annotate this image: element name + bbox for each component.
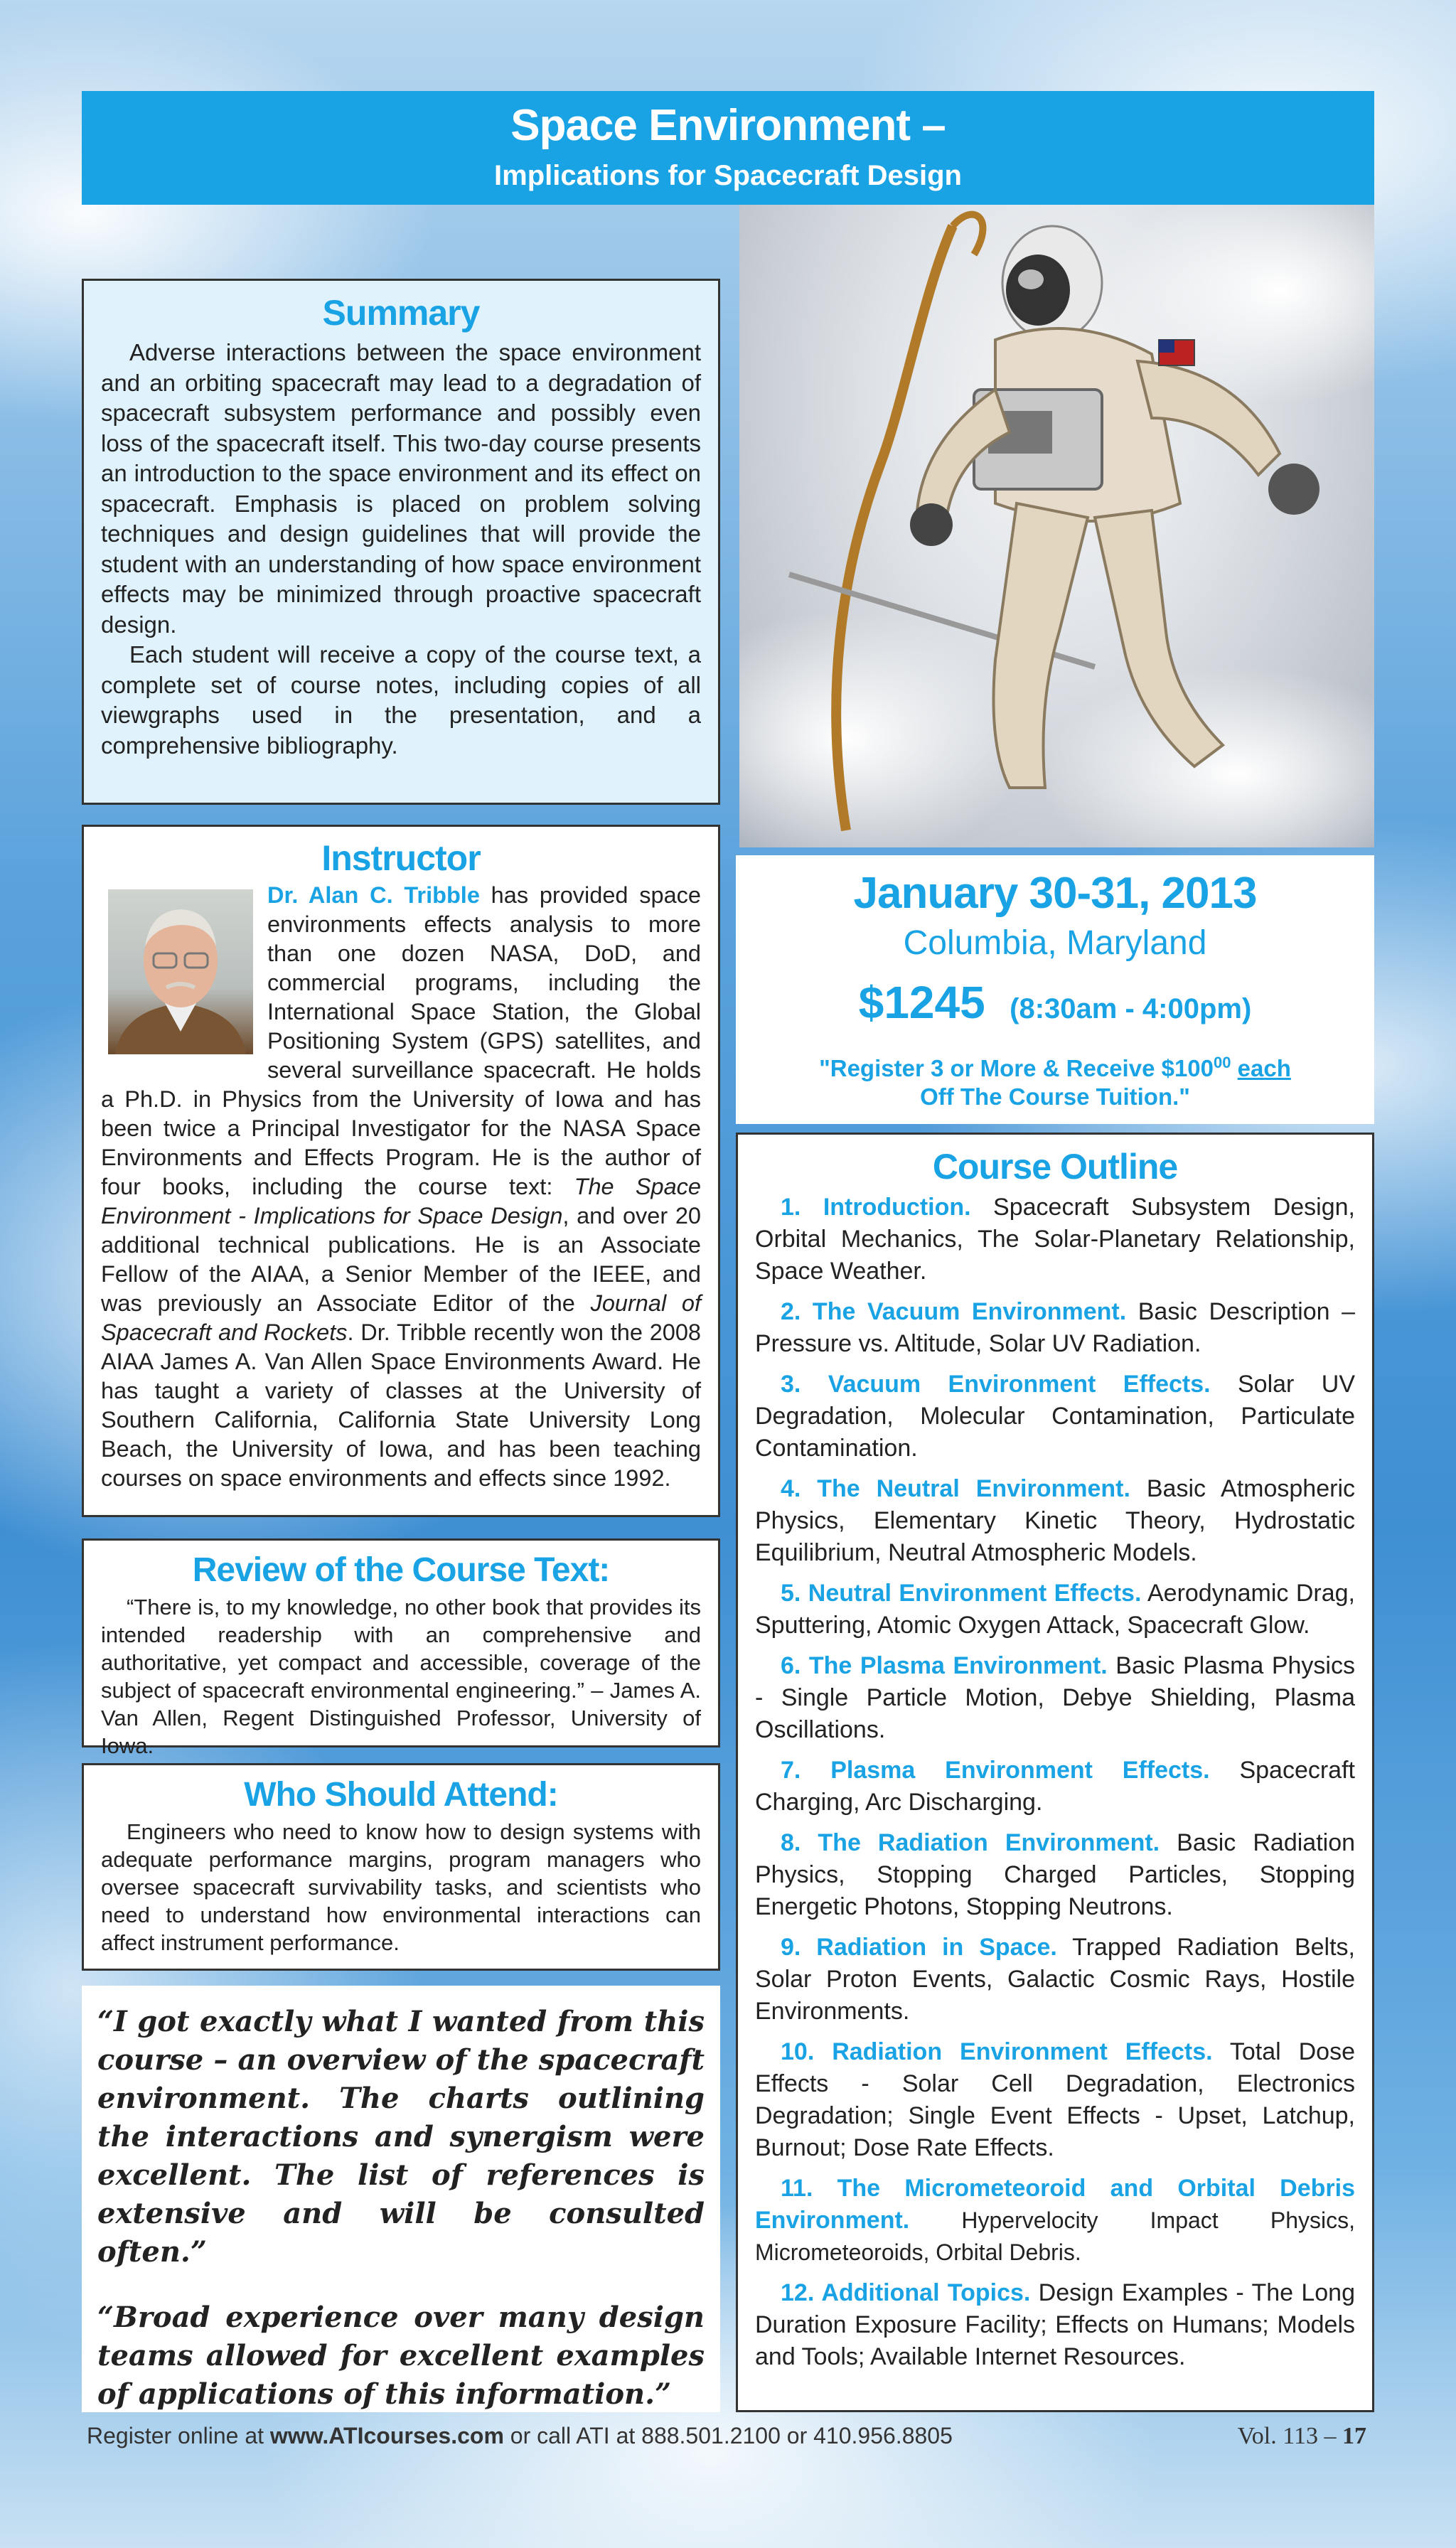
outline-item [755,1827,1355,1923]
astronaut-photo [739,205,1374,847]
volume-page [1238,2423,1366,2450]
outline-item-text: Trapped Radiation Belts, Solar Proton Events, Galactic Cosmic Rays, Hostile Environments. [755,1934,1355,2025]
summary-paragraph-1: Adverse interactions between the space environment and an orbiting spacecraft may lead to a degradation of spacecraft subsystem performance and possibly even loss of the spacecraft itself. This two-day course presents an introduction to the space environment and its effect on spacecraft. Emphasis is placed on problem solving techniques and design guidelines that will provide the student with an understanding of how space environment effects may be minimized through proactive spacecraft design. [101,339,701,638]
testimonials [82,1986,720,2412]
outline-item-title: 4. The Neutral Environment. [781,1475,1130,1502]
audience-heading: Who Should Attend: [244,1776,558,1814]
outline-item-text: Total Dose Effects - Solar Cell Degradation, Electronics Degradation; Single Event Effects - Upset, Latchup, Burnout; Dose Rate Effects. [755,2038,1355,2161]
title-banner [82,91,1374,205]
testimonial-quote: “I got exactly what I wanted from this course – an overview of the spacecraft environment. The charts outlining the interactions and synergism were excellent. The list of references is extensive and will be consulted often.” [97,2005,705,2269]
outline-item [755,1369,1355,1465]
promo-each: each [1237,1055,1291,1081]
testimonial-quote: “Broad experience over many design teams allowed for excellent examples of applications of this information.” [97,2301,705,2411]
outline-item-title: 7. Plasma Environment Effects. [781,1757,1210,1784]
outline-item [755,1755,1355,1819]
review-text: “There is, to my knowledge, no other book that provides its intended readership with an comprehensive and authoritative, yet compact and accessible, coverage of the subject of spacecraft environmental engineering.” – James A. Van Allen, Regent Distinguished Professor, University of Iowa. [101,1595,701,1758]
outline-item [755,2036,1355,2164]
outline-item-text: Hypervelocity Impact Physics, Micrometeoroids, Orbital Debris. [755,2207,1355,2265]
footer-phone-text: or call ATI at 888.501.2100 or 410.956.8805 [503,2423,953,2448]
course-text-title: The Space Environment - Implications for Space Design [101,1174,701,1228]
outline-item-text: Design Examples - The Long Duration Exposure Facility; Effects on Humans; Models and Tools; Available Internet Resources. [755,2279,1355,2370]
audience-text: Engineers who need to know how to design systems with adequate performance margins, program managers who oversee spacecraft survivability tasks, and scientists who need to understand how environmental interactions can affect instrument performance. [101,1819,701,1955]
footer-register-text: Register online at [87,2423,270,2448]
instructor-section [82,825,720,1517]
event-dates: January 30-31, 2013 [853,869,1257,918]
instructor-heading: Instructor [321,838,481,878]
outline-item-title: 5. Neutral Environment Effects. [781,1580,1142,1607]
event-location: Columbia, Maryland [903,924,1207,962]
outline-item [755,2277,1355,2373]
outline-item-title: 2. The Vacuum Environment. [781,1298,1127,1325]
volume-label: Vol. 113 – [1237,2423,1342,2449]
astronaut-illustration [739,205,1374,847]
outline-item [755,1578,1355,1642]
promo-text-b: Off The Course Tuition." [920,1083,1190,1110]
promo-cents: 00 [1214,1054,1231,1071]
journal-title: Journal of Spacecraft and Rockets [101,1290,701,1345]
summary-section [82,279,720,805]
outline-item-text: Basic Radiation Physics, Stopping Charged Particles, Stopping Energetic Photons, Stopping Neutrons. [755,1829,1356,1920]
outline-item-title: 8. The Radiation Environment. [781,1829,1160,1856]
event-details [736,855,1374,1124]
course-outline [736,1133,1374,2412]
outline-item-text: Solar UV Degradation, Molecular Contamination, Particulate Contamination. [755,1371,1356,1462]
course-hours: (8:30am - 4:00pm) [1010,993,1252,1024]
bio-text-b: , and over 20 additional technical publications. He is an Associate Fellow of the AIAA, a Senior Member of the IEEE, and was previously an Associate Editor of the [101,1203,702,1316]
summary-paragraph-2: Each student will receive a copy of the course text, a complete set of course notes, including copies of all viewgraphs used in the presentation, and a comprehensive bibliography. [101,641,701,759]
website-link[interactable]: www.ATIcourses.com [269,2423,504,2448]
outline-item [755,1932,1355,2028]
outline-item-title: 10. Radiation Environment Effects. [781,2038,1213,2065]
outline-item-text: Spacecraft Charging, Arc Discharging. [755,1757,1355,1816]
outline-item [755,1473,1355,1569]
outline-heading: Course Outline [932,1147,1178,1187]
outline-item-text: Basic Plasma Physics - Single Particle Motion, Debye Shielding, Plasma Oscillations. [755,1652,1355,1743]
outline-item-title: 11. The Micrometeoroid and Orbital Debris Environment. [755,2175,1355,2234]
outline-item-text: Basic Description – Pressure vs. Altitude, Solar UV Radiation. [755,1298,1355,1357]
course-price: $1245 [858,977,985,1028]
price-line [736,975,1374,1043]
review-heading: Review of the Course Text: [192,1551,610,1589]
summary-heading: Summary [322,293,480,333]
bio-text-c: . Dr. Tribble recently won the 2008 AIAA James A. Van Allen Space Environments Award. He has taught a variety of classes at the University of Southern California, California State University Long Beach, the University of Iowa, and has been teaching courses on space environments and effects since 1992. [101,1320,701,1491]
outline-item-title: 6. The Plasma Environment. [781,1652,1108,1679]
course-title: Space Environment – [510,101,946,150]
course-subtitle: Implications for Spacecraft Design [494,160,962,191]
outline-item-title: 9. Radiation in Space. [781,1934,1057,1961]
instructor-portrait [108,889,253,1054]
page-footer [87,2423,1366,2458]
outline-item-text: Spacecraft Subsystem Design, Orbital Mechanics, The Solar-Planetary Relationship, Space Weather. [755,1194,1355,1285]
review-section [82,1538,720,1758]
audience-section [82,1763,720,1971]
instructor-name: Dr. Alan C. Tribble [267,882,480,908]
group-discount-promo [736,1049,1374,1111]
outline-item [755,1192,1355,1288]
promo-text-a: "Register 3 or More & Receive $100 [819,1055,1214,1081]
outline-item-text: Basic Atmospheric Physics, Elementary Kinetic Theory, Hydrostatic Equilibrium, Neutral Atmospheric Models. [755,1475,1355,1566]
outline-item-title: 3. Vacuum Environment Effects. [781,1371,1211,1398]
instructor-bio [101,881,701,1493]
page-number: 17 [1342,2423,1366,2449]
outline-item [755,1296,1355,1360]
outline-item-title: 12. Additional Topics. [781,2279,1031,2306]
outline-item-text: Aerodynamic Drag, Sputtering, Atomic Oxygen Attack, Spacecraft Glow. [755,1580,1355,1639]
outline-item-title: 1. Introduction. [781,1194,971,1221]
outline-item [755,1650,1355,1746]
bio-text-a: has provided space environments effects analysis to more than one dozen NASA, DoD, and commercial programs, including the International Space Station, the Global Positioning System (GPS) satellites, and several surveillance spacecraft. He holds a Ph.D. in Physics from the University of Iowa and has been twice a Principal Investigator for the NASA Space Environments and Effects Program. He is the author of four books, including the course text: [101,882,701,1199]
outline-item [755,2173,1355,2269]
